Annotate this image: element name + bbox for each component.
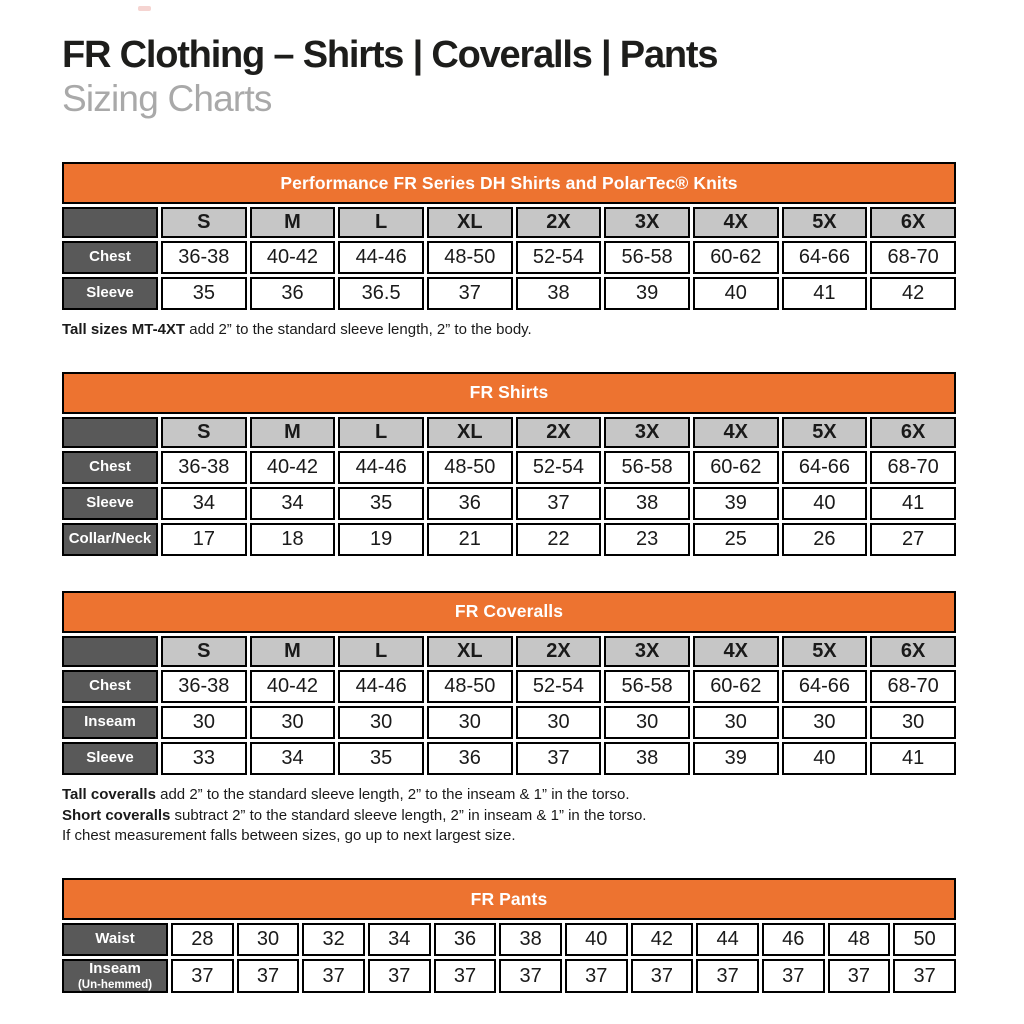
notes-performance-fr-series: [62, 321, 962, 340]
measurement-value-cell: 39: [693, 742, 779, 775]
table-header-fr-shirts: FR Shirts: [62, 372, 956, 414]
measurement-value-cell: 40: [693, 277, 779, 310]
measurement-value-cell: 40-42: [250, 451, 336, 484]
measurement-value-cell: 17: [161, 523, 247, 556]
measurement-value-cell: 22: [516, 523, 602, 556]
measurement-value-cell: 38: [604, 487, 690, 520]
size-column-header: 4X: [693, 636, 779, 667]
size-column-header: M: [250, 207, 336, 238]
measurement-value-cell: 38: [604, 742, 690, 775]
row-label-cell: [62, 523, 158, 556]
row-label-text: Sleeve: [86, 284, 134, 302]
measurement-value-cell: 44-46: [338, 451, 424, 484]
measurement-value-cell: 26: [782, 523, 868, 556]
size-column-header: S: [161, 636, 247, 667]
measurement-value-cell: 39: [604, 277, 690, 310]
measurement-value-cell: 36-38: [161, 451, 247, 484]
measurement-value-cell: 30: [427, 706, 513, 739]
section-fr-coveralls: [62, 588, 962, 846]
measurement-value-cell: 64-66: [782, 670, 868, 703]
measurement-value-cell: 37: [762, 959, 825, 993]
row-label-text: Chest: [89, 248, 131, 266]
measurement-value-cell: 19: [338, 523, 424, 556]
size-column-header: 5X: [782, 207, 868, 238]
size-column-header: S: [161, 417, 247, 448]
size-column-header: 5X: [782, 636, 868, 667]
measurement-value-cell: 18: [250, 523, 336, 556]
measurement-value-cell: 36: [427, 487, 513, 520]
measurement-value-cell: 37: [302, 959, 365, 993]
measurement-value-cell: 37: [427, 277, 513, 310]
measurement-value-cell: 44-46: [338, 241, 424, 274]
table-header-fr-pants: FR Pants: [62, 878, 956, 920]
size-column-header: 3X: [604, 636, 690, 667]
measurement-value-cell: 40-42: [250, 670, 336, 703]
measurement-value-cell: 32: [302, 923, 365, 956]
measurement-value-cell: 56-58: [604, 451, 690, 484]
measurement-value-cell: 40: [782, 742, 868, 775]
measurement-value-cell: 60-62: [693, 670, 779, 703]
corner-cell: [62, 207, 158, 238]
note-text: add 2” to the standard sleeve length, 2” to the inseam & 1” in the torso.: [155, 785, 630, 803]
measurement-value-cell: 36: [250, 277, 336, 310]
measurement-value-cell: 42: [870, 277, 956, 310]
measurement-value-cell: 37: [893, 959, 956, 993]
measurement-value-cell: 37: [516, 487, 602, 520]
row-label-cell: [62, 742, 158, 775]
measurement-value-cell: 30: [161, 706, 247, 739]
measurement-value-cell: 68-70: [870, 670, 956, 703]
size-column-header: 3X: [604, 207, 690, 238]
size-column-header: M: [250, 636, 336, 667]
measurement-value-cell: 40-42: [250, 241, 336, 274]
note-text: add 2” to the standard sleeve length, 2” to the body.: [185, 321, 532, 339]
notes-fr-coveralls: [62, 786, 962, 846]
measurement-value-cell: 36: [434, 923, 497, 956]
measurement-value-cell: 35: [161, 277, 247, 310]
measurement-value-cell: 38: [516, 277, 602, 310]
measurement-value-cell: 56-58: [604, 241, 690, 274]
measurement-value-cell: 41: [870, 487, 956, 520]
measurement-value-cell: 48-50: [427, 670, 513, 703]
size-column-header: 5X: [782, 417, 868, 448]
measurement-value-cell: 50: [893, 923, 956, 956]
measurement-value-cell: 52-54: [516, 241, 602, 274]
measurement-value-cell: 28: [171, 923, 234, 956]
measurement-value-cell: 23: [604, 523, 690, 556]
measurement-value-cell: 41: [782, 277, 868, 310]
page-title: FR Clothing – Shirts | Coveralls | Pants: [62, 34, 718, 76]
size-column-header: 4X: [693, 207, 779, 238]
measurement-value-cell: 56-58: [604, 670, 690, 703]
measurement-value-cell: 37: [237, 959, 300, 993]
note-line: [62, 807, 962, 826]
measurement-value-cell: 30: [516, 706, 602, 739]
fr-pants-table: [59, 875, 959, 996]
note-bold-text: Tall coveralls: [62, 785, 156, 803]
size-column-header: XL: [427, 207, 513, 238]
measurement-value-cell: 64-66: [782, 241, 868, 274]
measurement-value-cell: 36-38: [161, 670, 247, 703]
row-label-cell: [62, 706, 158, 739]
size-column-header: 2X: [516, 417, 602, 448]
measurement-value-cell: 38: [499, 923, 562, 956]
note-line: [62, 827, 962, 846]
row-label-text: Chest: [89, 677, 131, 695]
measurement-value-cell: 37: [696, 959, 759, 993]
measurement-value-cell: 21: [427, 523, 513, 556]
measurement-value-cell: 34: [368, 923, 431, 956]
table-header-performance-fr-series: Performance FR Series DH Shirts and PolarTec® Knits: [62, 162, 956, 204]
measurement-value-cell: 48-50: [427, 451, 513, 484]
measurement-value-cell: 41: [870, 742, 956, 775]
performance-fr-series-table: [59, 159, 959, 313]
measurement-value-cell: 37: [828, 959, 891, 993]
note-bold-text: Tall sizes MT-4XT: [62, 321, 186, 339]
size-column-header: 6X: [870, 636, 956, 667]
section-performance-fr-series: [62, 159, 962, 340]
table-header-fr-coveralls: FR Coveralls: [62, 591, 956, 633]
measurement-value-cell: 33: [161, 742, 247, 775]
section-fr-pants: [62, 875, 962, 996]
measurement-value-cell: 25: [693, 523, 779, 556]
row-label-text: Inseam: [84, 713, 136, 731]
corner-cell: [62, 417, 158, 448]
size-column-header: L: [338, 207, 424, 238]
row-label-text: Sleeve: [86, 494, 134, 512]
measurement-value-cell: 37: [631, 959, 694, 993]
sizing-tables-container: [62, 159, 962, 996]
measurement-value-cell: 30: [338, 706, 424, 739]
measurement-value-cell: 34: [250, 742, 336, 775]
measurement-value-cell: 34: [250, 487, 336, 520]
row-label-cell: [62, 670, 158, 703]
row-label-text: Chest: [89, 458, 131, 476]
corner-cell: [62, 636, 158, 667]
size-column-header: 2X: [516, 636, 602, 667]
measurement-value-cell: 52-54: [516, 451, 602, 484]
scan-artifact-mark: [138, 6, 151, 11]
measurement-value-cell: 46: [762, 923, 825, 956]
size-column-header: M: [250, 417, 336, 448]
measurement-value-cell: 30: [604, 706, 690, 739]
row-label-cell: [62, 923, 168, 956]
measurement-value-cell: 37: [516, 742, 602, 775]
note-text: If chest measurement falls between sizes, go up to next largest size.: [62, 827, 516, 845]
row-label-text: Sleeve: [86, 749, 134, 767]
measurement-value-cell: 60-62: [693, 241, 779, 274]
size-column-header: 4X: [693, 417, 779, 448]
row-label-text: Waist: [95, 930, 135, 948]
measurement-value-cell: 36.5: [338, 277, 424, 310]
measurement-value-cell: 35: [338, 487, 424, 520]
measurement-value-cell: 39: [693, 487, 779, 520]
measurement-value-cell: 68-70: [870, 451, 956, 484]
size-column-header: XL: [427, 417, 513, 448]
measurement-value-cell: 30: [237, 923, 300, 956]
measurement-value-cell: 35: [338, 742, 424, 775]
size-column-header: 6X: [870, 417, 956, 448]
measurement-value-cell: 52-54: [516, 670, 602, 703]
measurement-value-cell: 44: [696, 923, 759, 956]
page-subtitle: Sizing Charts: [62, 77, 272, 119]
measurement-value-cell: 37: [565, 959, 628, 993]
measurement-value-cell: 42: [631, 923, 694, 956]
measurement-value-cell: 30: [870, 706, 956, 739]
size-column-header: L: [338, 636, 424, 667]
measurement-value-cell: 30: [250, 706, 336, 739]
note-line: [62, 321, 962, 340]
measurement-value-cell: 37: [368, 959, 431, 993]
row-label-cell: [62, 959, 168, 993]
row-label-cell: [62, 241, 158, 274]
section-fr-shirts: [62, 369, 962, 559]
measurement-value-cell: 30: [782, 706, 868, 739]
size-column-header: XL: [427, 636, 513, 667]
measurement-value-cell: 30: [693, 706, 779, 739]
measurement-value-cell: 27: [870, 523, 956, 556]
size-column-header: 6X: [870, 207, 956, 238]
size-column-header: 2X: [516, 207, 602, 238]
row-label-text: Collar/Neck: [68, 530, 152, 548]
note-text: subtract 2” to the standard sleeve length, 2” in inseam & 1” in the torso.: [170, 806, 647, 824]
measurement-value-cell: 37: [434, 959, 497, 993]
measurement-value-cell: 64-66: [782, 451, 868, 484]
measurement-value-cell: 36: [427, 742, 513, 775]
size-column-header: 3X: [604, 417, 690, 448]
row-label-cell: [62, 451, 158, 484]
row-label-cell: [62, 277, 158, 310]
measurement-value-cell: 37: [171, 959, 234, 993]
measurement-value-cell: 60-62: [693, 451, 779, 484]
measurement-value-cell: 36-38: [161, 241, 247, 274]
measurement-value-cell: 40: [565, 923, 628, 956]
note-bold-text: Short coveralls: [62, 806, 171, 824]
measurement-value-cell: 34: [161, 487, 247, 520]
measurement-value-cell: 48: [828, 923, 891, 956]
size-column-header: L: [338, 417, 424, 448]
measurement-value-cell: 44-46: [338, 670, 424, 703]
fr-shirts-table: [59, 369, 959, 559]
measurement-value-cell: 40: [782, 487, 868, 520]
size-column-header: S: [161, 207, 247, 238]
measurement-value-cell: 37: [499, 959, 562, 993]
row-sublabel-text: (Un-hemmed): [77, 978, 153, 991]
measurement-value-cell: 68-70: [870, 241, 956, 274]
measurement-value-cell: 48-50: [427, 241, 513, 274]
row-label-cell: [62, 487, 158, 520]
fr-coveralls-table: [59, 588, 959, 778]
row-label-text: Inseam: [89, 960, 141, 978]
note-line: [62, 786, 962, 805]
